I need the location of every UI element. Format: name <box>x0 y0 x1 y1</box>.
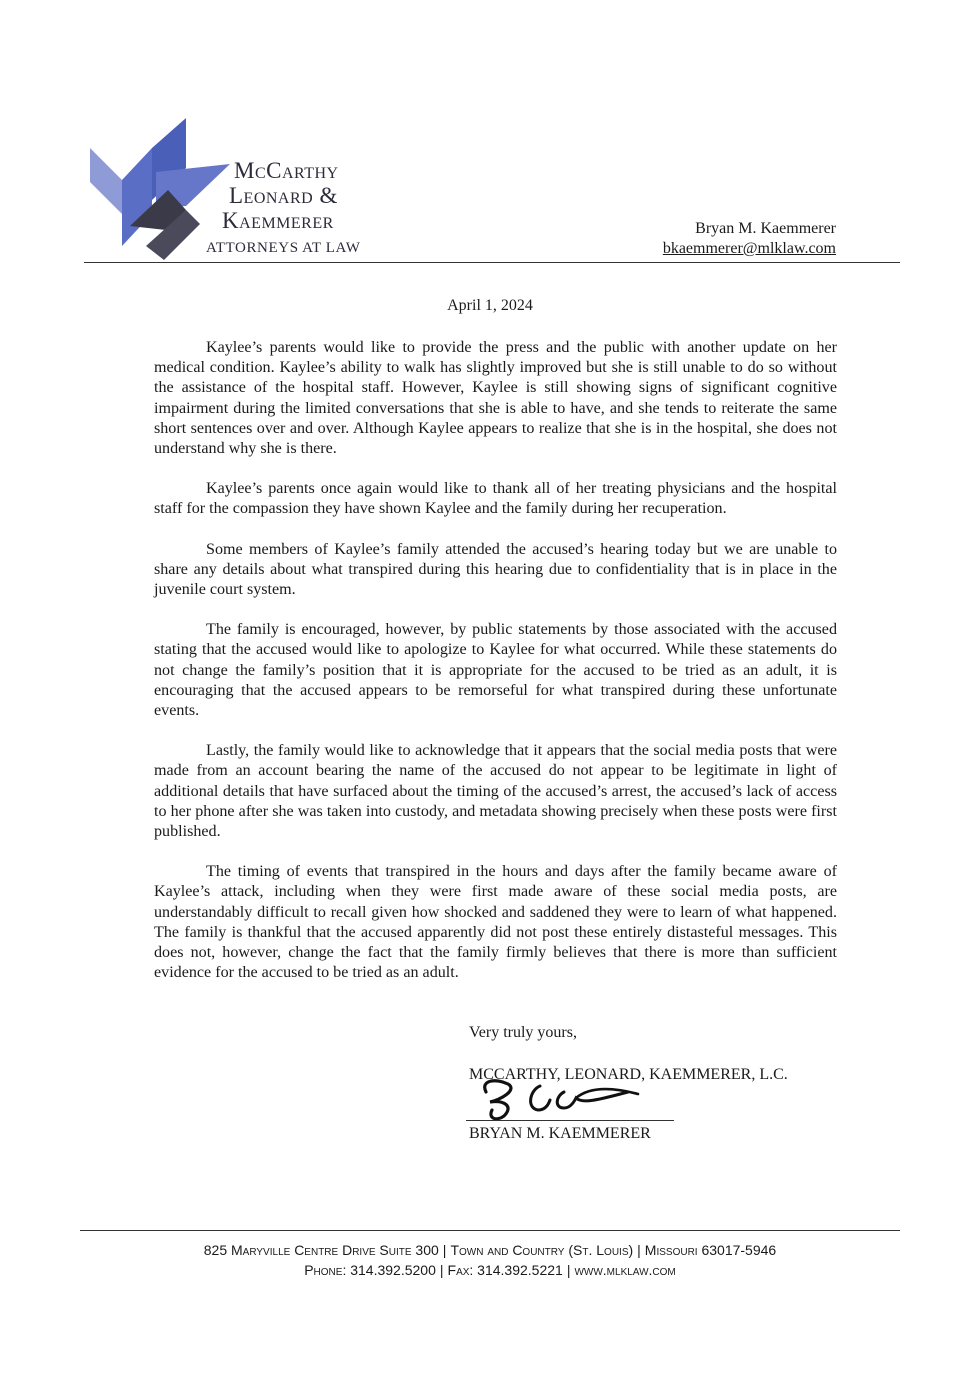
firm-subtitle: ATTORNEYS AT LAW <box>206 240 361 256</box>
sender-contact <box>663 219 836 259</box>
paragraph: Some members of Kaylee’s family attended the accused’s hearing today but we are unable to share any details about what transpired during this hearing due to confidentiality that is in place in the juvenile court system. <box>154 540 837 599</box>
footer-address-line: 825 Maryville Centre Drive Suite 300 | Town and Country (St. Louis) | Missouri 63017-5946 <box>203 1242 777 1258</box>
letter-body <box>154 338 837 1003</box>
firm-name-line-1: McCarthy <box>234 158 339 183</box>
footer-city: Town and Country (St. Louis) <box>450 1242 634 1258</box>
sender-name: Bryan M. Kaemmerer <box>695 220 836 237</box>
firm-name-line-3: Kaemmerer <box>222 208 334 233</box>
paragraph: The family is encouraged, however, by public statements by those associated with the accused stating that the accused would like to apologize to Kaylee for what occurred. While these statements do not change the family’s position that it is appropriate for the accused to be tried as an adult, it is encouraging that the accused appears to be remorseful for what transpired during these unfortunate events. <box>154 621 837 720</box>
firm-name <box>222 158 339 233</box>
footer-contact-line: Phone: 314.392.5200 | Fax: 314.392.5221 | www.mlklaw.com <box>304 1262 676 1278</box>
handwritten-signature-icon <box>478 1070 668 1130</box>
closing-salutation: Very truly yours, <box>469 1024 577 1041</box>
footer-fax: Fax: 314.392.5221 <box>447 1262 563 1278</box>
footer-address: 825 Maryville Centre Drive Suite 300 <box>203 1242 439 1258</box>
signature-firm-name: MCCARTHY, LEONARD, KAEMMERER, L.C. <box>469 1066 788 1083</box>
footer-state: Missouri 63017-5946 <box>644 1242 777 1258</box>
paragraph: The timing of events that transpired in the hours and days after the family became aware of Kaylee’s attack, including when they were first made aware of these social media posts, are understandably difficult to recall given how shocked and saddened they were to learn of what happened. The family is thankful that the accused apparently did not post these entirely distasteful messages. This does not, however, change the fact that the family firmly believes that there is more than sufficient evidence for the accused to be tried as an adult. <box>154 863 837 982</box>
footer <box>0 1240 980 1280</box>
header-divider <box>84 262 900 263</box>
sender-email-link[interactable]: bkaemmerer@mlklaw.com <box>662 240 836 257</box>
footer-phone: Phone: 314.392.5200 <box>304 1262 436 1278</box>
letter-date: April 1, 2024 <box>447 297 533 314</box>
paragraph: Kaylee’s parents once again would like to thank all of her treating physicians and the hospital staff for the compassion they have shown Kaylee and the family during her recuperation. <box>154 480 837 518</box>
paragraph: Kaylee’s parents would like to provide the press and the public with another update on her medical condition. Kaylee’s ability to walk has slightly improved but she is still unable to do so without the assistance of the hospital staff. However, Kaylee is still showing signs of significant cognitive impairment during the limited conversations that she is able to have, and she tends to reiterate the same short sentences over and over. Although Kaylee appears to realize that she is in the hospital, she does not understand why she is there. <box>154 339 837 458</box>
signature-line <box>466 1120 674 1121</box>
firm-logo <box>90 118 380 263</box>
paragraph: Lastly, the family would like to acknowledge that it appears that the social media posts that were made from an account bearing the name of the accused do not appear to be legitimate in light of additional details that have surfaced about the timing of the accused’s arrest, the accused’s lack of access to her phone after she was taken into custody, and metadata showing precisely when these posts were first published. <box>154 742 837 841</box>
footer-divider <box>80 1230 900 1231</box>
signer-name: BRYAN M. KAEMMERER <box>469 1125 651 1142</box>
footer-website-link[interactable]: www.mlklaw.com <box>574 1262 676 1278</box>
firm-name-line-2: Leonard & <box>229 183 338 208</box>
